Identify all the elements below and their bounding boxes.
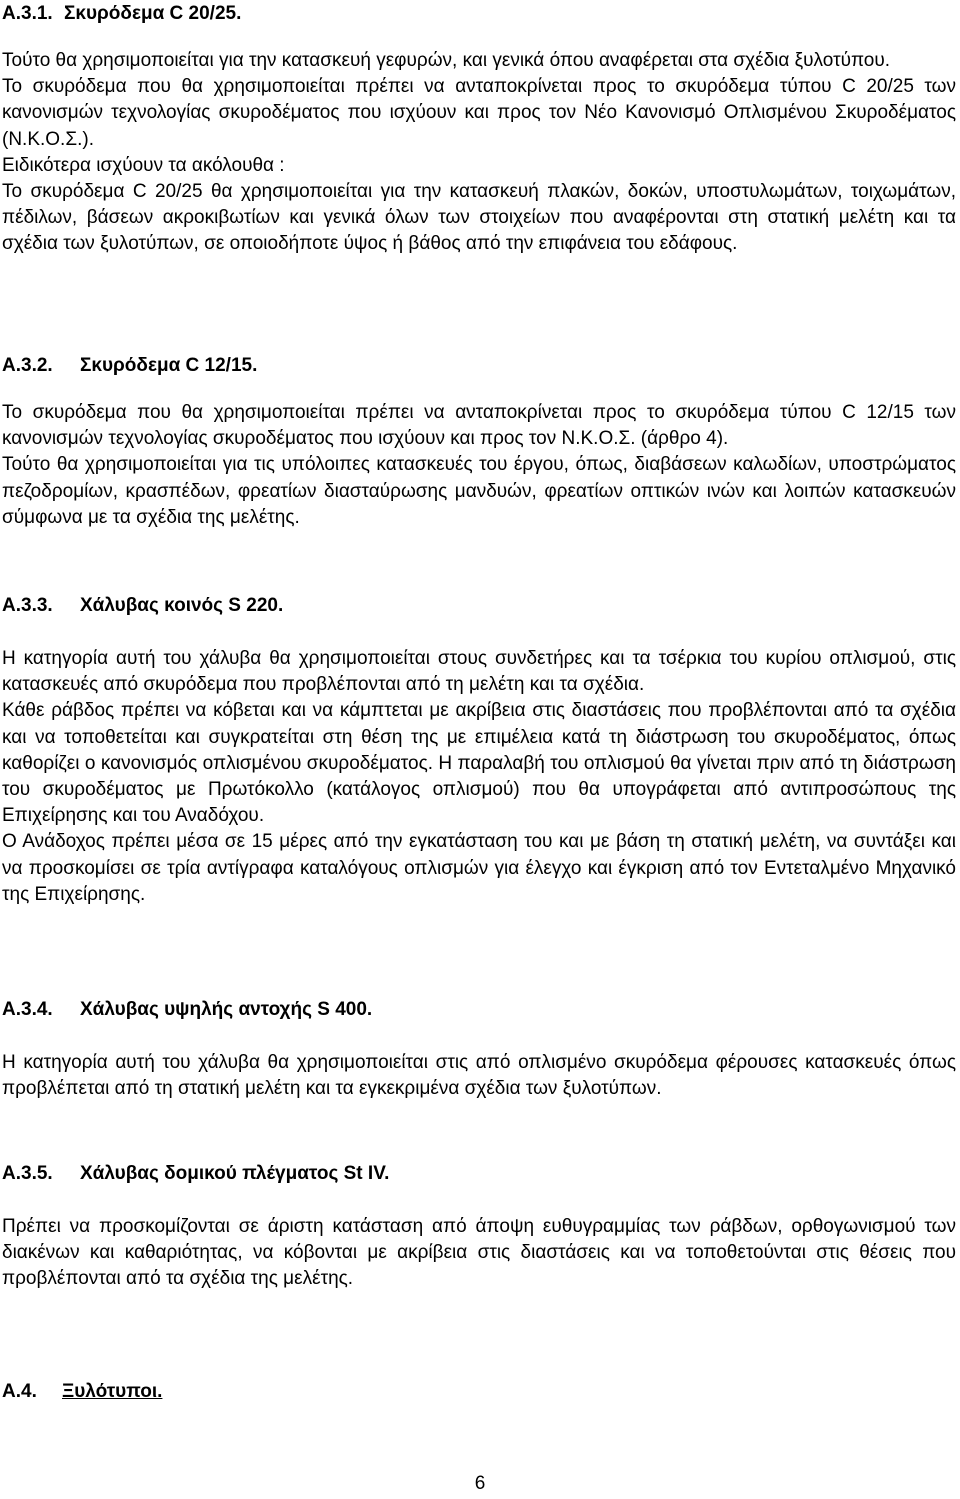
section-heading-a331: [2, 1, 241, 27]
section-heading-a4: [2, 1379, 162, 1405]
paragraph: Τούτο θα χρησιμοποιείται για τις υπόλοιπες κατασκευές του έργου, όπως, διαβάσεων καλωδίων, υποστρώματος πεζοδρομίων, κρασπέδων, φρεατίων διασταύρωσης μανδυών, φρεατίων οπτικών ινών και λοιπών κατασκευών σύμφωνα με τα σχέδια της μελέτης.: [2, 454, 956, 528]
paragraph: Τούτο θα χρησιμοποιείται για την κατασκευή γεφυρών, και γενικά όπου αναφέρεται στα σχέδια ξυλοτύπου.: [2, 50, 891, 71]
section-heading-a334: [2, 997, 372, 1023]
section-number: A.3.2.: [2, 355, 53, 376]
section-body-a335: [2, 1214, 956, 1293]
paragraph: Το σκυρόδεμα που θα χρησιμοποιείται πρέπει να ανταποκρίνεται προς το σκυρόδεμα τύπου C 12/15 των κανονισμών τεχνολογίας σκυροδέματος που ισχύουν και προς τον Ν.Κ.Ο.Σ. (άρθρο 4).: [2, 402, 956, 450]
paragraph: Το σκυρόδεμα C 20/25 θα χρησιμοποιείται για την κατασκευή πλακών, δοκών, υποστυλωμάτων, τοιχωμάτων, πέδιλων, βάσεων ακροκιβωτίων και γενικά όλων των στοιχείων που αναφέρονται στη στατική μελέτη και τα σχέδια των ξυλοτύπων, σε οποιοδήποτε ύψος ή βάθος από την επιφάνεια του εδάφους.: [2, 181, 956, 255]
section-heading-a332: [2, 353, 257, 379]
paragraph: Πρέπει να προσκομίζονται σε άριστη κατάσταση από άποψη ευθυγραμμίας των ράβδων, ορθογωνισμού των διακένων και καθαριότητας, να κόβονται με ακρίβεια στις διαστάσεις και να τοποθετούνται στις θέσεις που προβλέπονται από τα σχέδια της μελέτης.: [2, 1216, 956, 1290]
section-body-a331: [2, 48, 956, 258]
page-number: 6: [474, 1473, 486, 1494]
section-body-a333: [2, 646, 956, 908]
section-number: A.3.1.: [2, 3, 53, 24]
section-title: Σκυρόδεμα C 12/15.: [80, 355, 258, 376]
section-title: Χάλυβας κοινός S 220.: [80, 595, 284, 616]
section-body-a332: [2, 400, 956, 531]
section-title: Χάλυβας δομικού πλέγματος St IV.: [80, 1163, 390, 1184]
paragraph: Η κατηγορία αυτή του χάλυβα θα χρησιμοποιείται στους συνδετήρες και τα τσέρκια του κυρίου οπλισμού, στις κατασκευές από σκυρόδεμα που προβλέπονται από τη μελέτη και τα σχέδια.: [2, 648, 956, 696]
section-number: A.3.4.: [2, 999, 53, 1020]
paragraph: Η κατηγορία αυτή του χάλυβα θα χρησιμοποιείται στις από οπλισμένο σκυρόδεμα φέρουσες κατασκευές όπως προβλέπεται από τη στατική μελέτη και τα εγκεκριμένα σχέδια των ξυλοτύπων.: [2, 1052, 956, 1100]
section-heading-a333: [2, 593, 283, 619]
paragraph: Κάθε ράβδος πρέπει να κόβεται και να κάμπτεται με ακρίβεια στις διαστάσεις που προβλέπονται από τα σχέδια και να τοποθετείται και συγκρατείται στη θέση της με επιμέλεια κατά τη διάστρωση του σκυροδέματος, όπως καθορίζει ο κανονισμός οπλισμένου σκυροδέματος. Η παραλαβή του οπλισμού θα γίνεται πριν από τη διάστρωση του σκυροδέματος με Πρωτόκολλο (κατάλογος οπλισμού) που θα υπογράφεται από αντιπροσώπους της Επιχείρησης και του Αναδόχου.: [2, 700, 956, 827]
section-title: Σκυρόδεμα C 20/25.: [64, 3, 242, 24]
section-body-a334: [2, 1050, 956, 1102]
section-number: A.4.: [2, 1381, 37, 1402]
section-title: Ξυλότυποι.: [62, 1381, 163, 1402]
paragraph: Ειδικότερα ισχύουν τα ακόλουθα :: [2, 154, 285, 176]
section-heading-a335: [2, 1161, 389, 1187]
section-number: A.3.5.: [2, 1163, 53, 1184]
paragraph: Ο Ανάδοχος πρέπει μέσα σε 15 μέρες από την εγκατάσταση του και με βάση τη στατική μελέτη, να συντάξει και να προσκομίσει σε τρία αντίγραφα καταλόγους οπλισμών για έλεγχο και έγκριση από τον Εντεταλμένο Μηχανικό της Επιχείρησης.: [2, 831, 956, 905]
paragraph: Το σκυρόδεμα που θα χρησιμοποιείται πρέπει να ανταποκρίνεται προς το σκυρόδεμα τύπου C 20/25 των κανονισμών τεχνολογίας σκυροδέματος που ισχύουν και προς τον Νέο Κανονισμό Οπλισμένου Σκυροδέματος (Ν.Κ.Ο.Σ.).: [2, 76, 956, 150]
section-number: A.3.3.: [2, 595, 53, 616]
section-title: Χάλυβας υψηλής αντοχής S 400.: [80, 999, 373, 1020]
